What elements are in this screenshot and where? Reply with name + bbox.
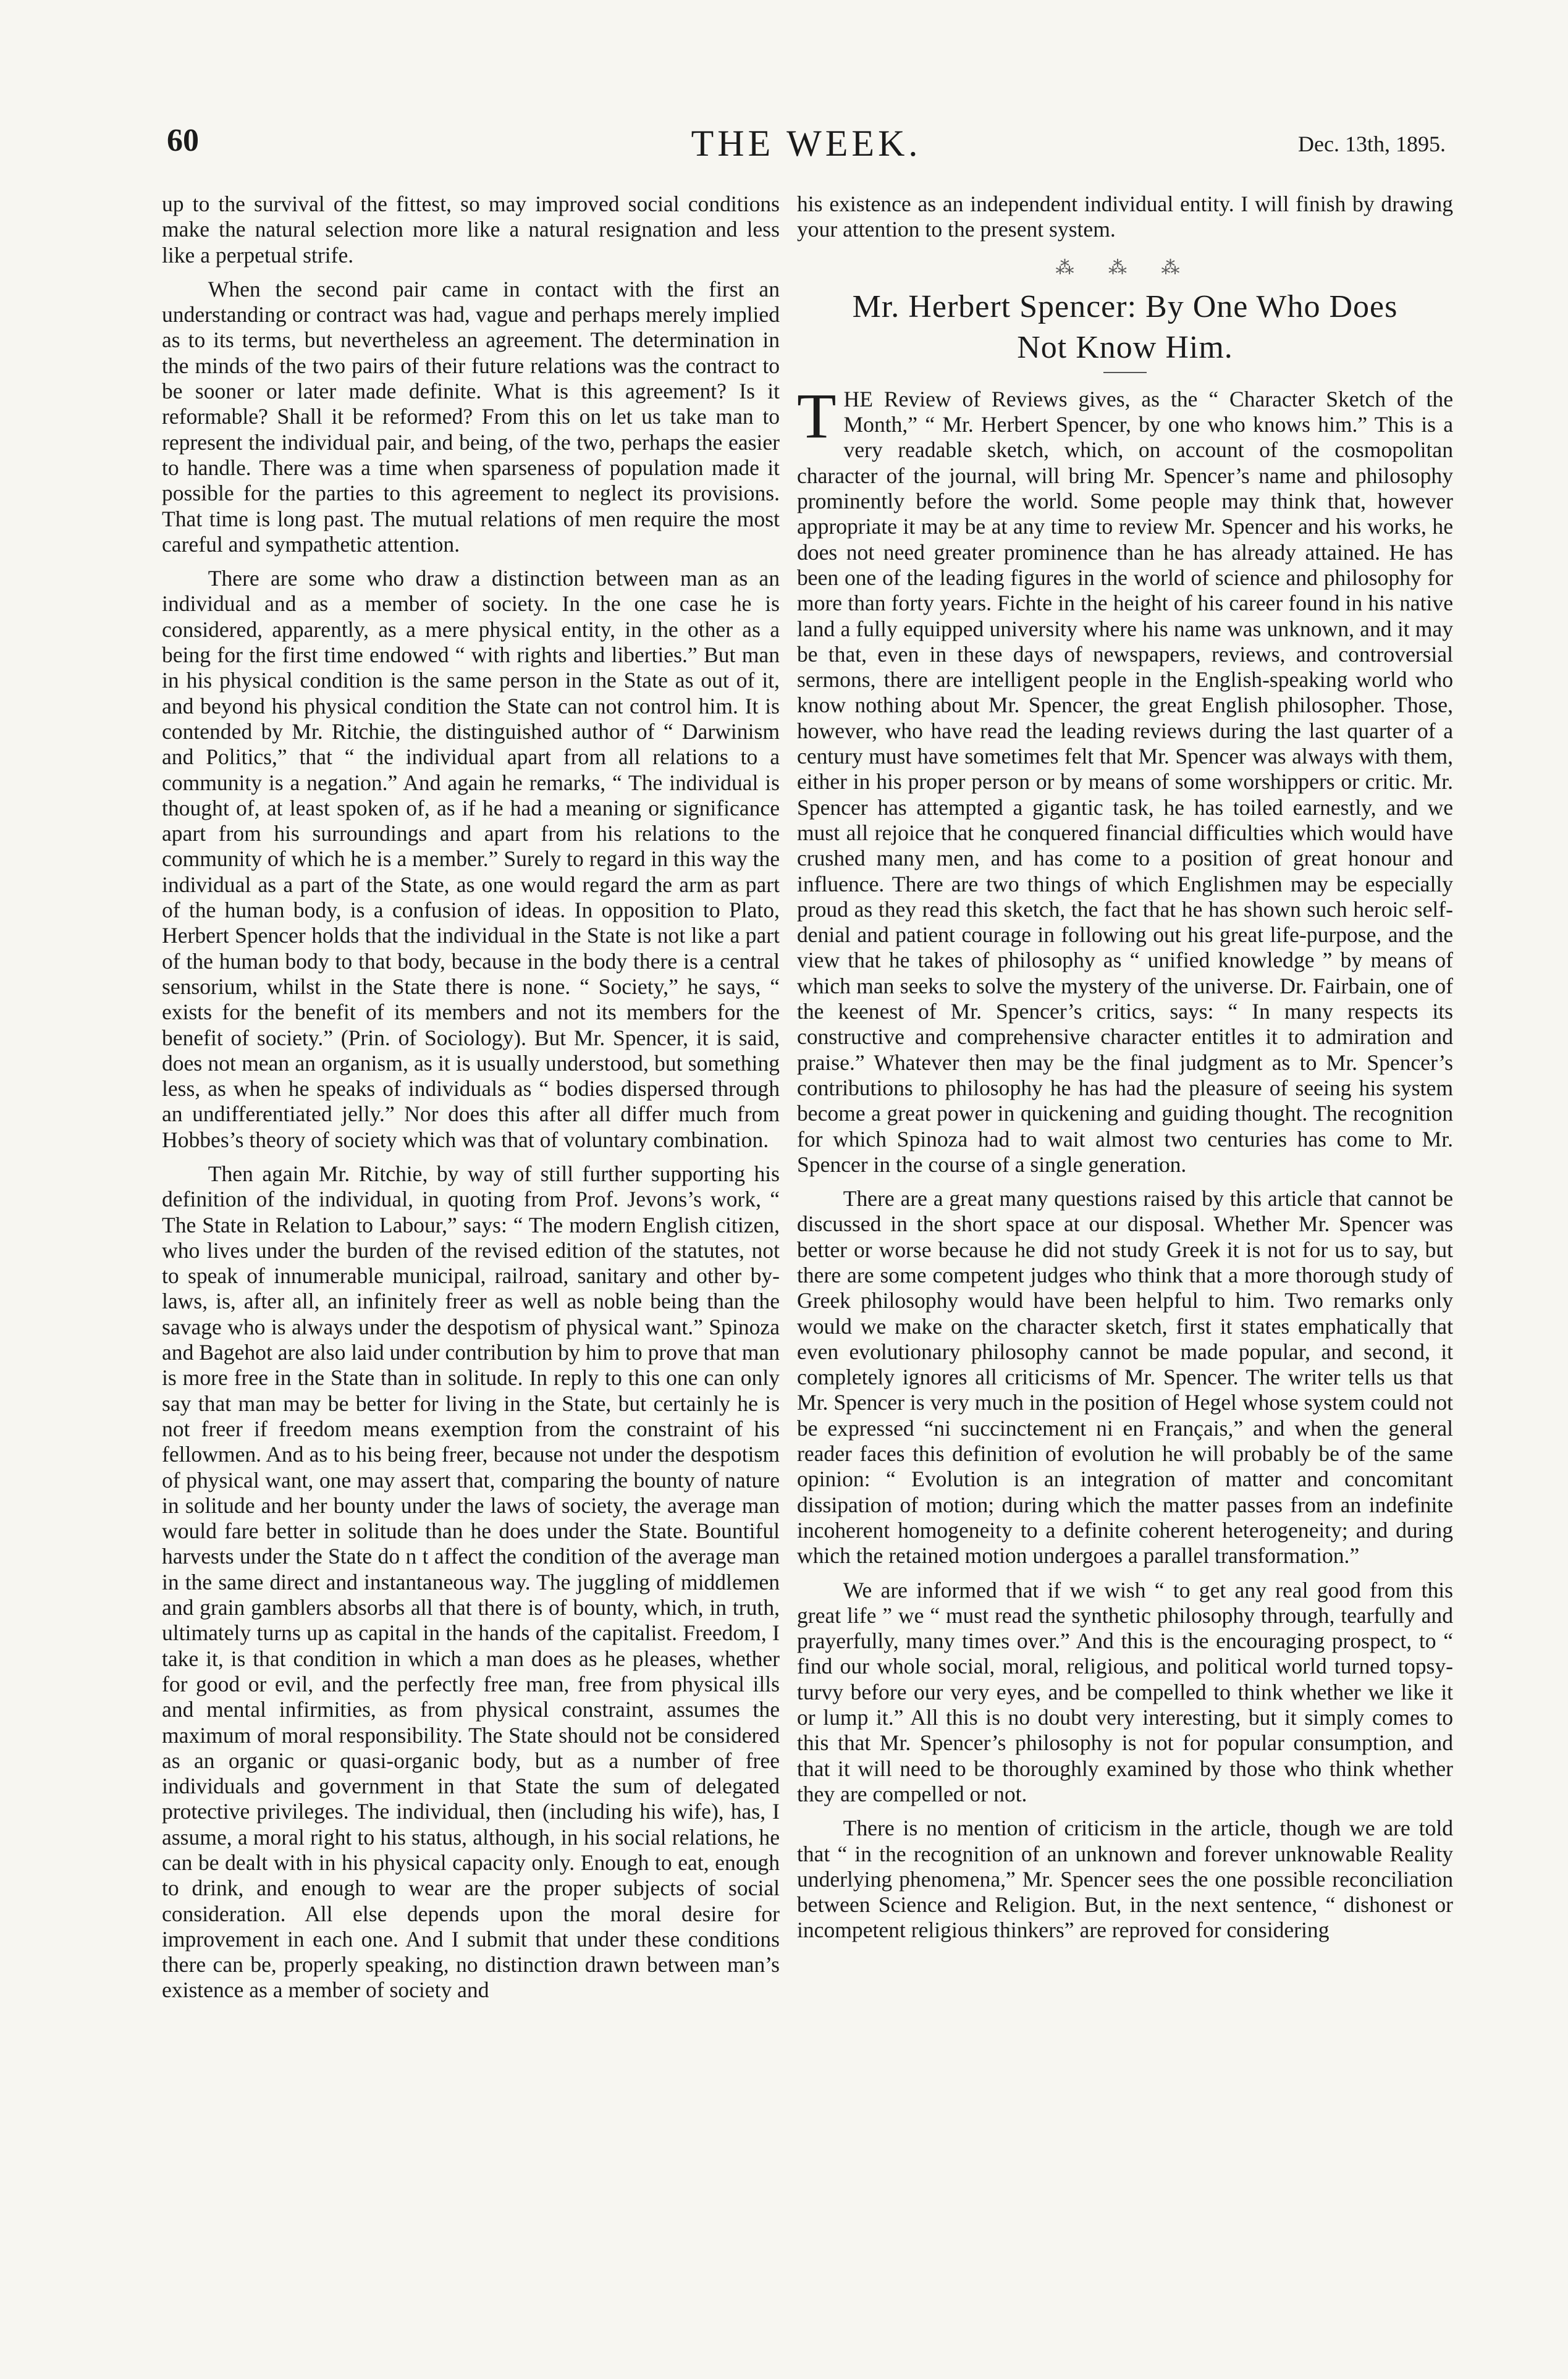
title-rule xyxy=(1103,372,1147,373)
paragraph-continued: his existence as an independent individual entity. I will finish by drawing your attention to the present system. xyxy=(797,192,1453,242)
paragraph-continued: up to the survival of the fittest, so may improved social conditions make the natural selection more like a natural resignation and less like a perpetual strife. xyxy=(162,192,780,267)
page-header xyxy=(167,122,1446,166)
paragraph: There are some who draw a distinction between man as an individual and as a member of society. In the one case he is considered, apparently, as a mere physical entity, in the other as a being for the first time endowed “ with rights and liberties.” But man in his physical condition is the same person in the State as out of it, and beyond his physical condition the State can not control him. It is contended by Mr. Ritchie, the distinguished author of “ Darwinism and Politics,” that “ the individual apart from all relations to a community is a negation.” And again he remarks, “ The individual is thought of, at least spoken of, as if he had a meaning or significance apart from his surroundings and apart from his relations to the community of which he is a member.” Surely to regard in this way the individual as a part of the State, as one would regard the arm as part of the human body, is a confusion of ideas. In opposition to Plato, Herbert Spencer holds that the individual in the State is not like a part of the human body to that body, because in the body there is a central sensorium, whilst in the State there is none. “ Society,” he says, “ exists for the benefit of its members and not its members for the benefit of society.” (Prin. of Sociology). But Mr. Spencer, it is said, does not mean an organism, as it is usually understood, but something less, as when he speaks of individuals as “ bodies dispersed through an undifferentiated jelly.” Nor does this after all differ much from Hobbes’s theory of society which was that of voluntary combination. xyxy=(162,566,780,1152)
publication-title: THE WEEK. xyxy=(691,123,922,164)
issue-date: Dec. 13th, 1895. xyxy=(1298,132,1446,156)
article-title-line1: Mr. Herbert Spencer: By One Who Does xyxy=(852,288,1398,324)
page-number: 60 xyxy=(167,123,199,158)
paragraph: Then again Mr. Ritchie, by way of still further supporting his definition of the individual, in quoting from Prof. Jevons’s work, “ The State in Relation to Labour,” says: “ The modern English citizen, who lives under the burden of the revised edition of the statutes, not to speak of innumerable municipal, railroad, sanitary and other by-laws, is, after all, an infinitely freer as well as noble being than the savage who is always under the despotism of physical want.” Spinoza and Bagehot are also laid under contribution by him to prove that man is more free in the State than in solitude. In reply to this one can only say that man may be better for living in the State, but certainly he is not freer if freedom means exemption from the constraint of his fellowmen. And as to his being freer, because not under the despotism of physical want, one may assert that, comparing the bounty of nature in solitude and her bounty under the laws of society, the average man would fare better in solitude than he does under the State. Bountiful harvests under the State do n t affect the condition of the average man in the same direct and instantaneous way. The juggling of middlemen and grain gamblers absorbs all that there is of bounty, which, in truth, ultimately turns up as capital in the hands of the capitalist. Freedom, I take it, is that condition in which a man does as he pleases, whether for good or evil, and the perfectly free man, free from physical ills and mental infirmities, as from physical constraint, assumes the maximum of moral responsibility. The State should not be considered as an organic or quasi-organic body, but as a number of free individuals and government in that State the sum of delegated protective privileges. The individual, then (including his wife), has, I assume, a moral right to his status, although, in his social relations, he can be dealt with in his physical capacity only. Enough to eat, enough to drink, and enough to wear are the proper subjects of social consideration. All else depends upon the moral desire for improvement in each one. And I submit that under these conditions there can be, properly speaking, no distinction drawn between man’s existence as a member of society and xyxy=(162,1161,780,2003)
article-paragraph: We are informed that if we wish “ to get any real good from this great life ” we “ must read the synthetic philosophy through, tearfully and prayerfully, many times over.” And this is the encouraging prospect, to “ find our whole social, moral, religious, and political world turned topsy-turvy before our very eyes, and be compelled to think whether we like it or lump it.” All this is no doubt very interesting, but it simply comes to this that Mr. Spencer’s philosophy is not for popular consumption, and that it will need to be thoroughly examined by those who think whether they are compelled or not. xyxy=(797,1577,1453,1806)
article-title-line2: Not Know Him. xyxy=(1017,329,1233,365)
article-paragraph: There are a great many questions raised by this article that cannot be discussed in the short space at our disposal. Whether Mr. Spencer was better or worse because he did not study Greek it is not for us to say, but there are some competent judges who think that a more thorough study of Greek philosophy would have been helpful to him. Two remarks only would we make on the character sketch, first it states emphatically that even evolutionary philosophy cannot be made popular, and second, it completely ignores all criticisms of Mr. Spencer. The writer tells us that Mr. Spencer is very much in the position of Hegel whose system could not be expressed “ni succinctement ni en Français,” and when the general reader faces this definition of evolution he will probably be of the same opinion: “ Evolution is an integration of matter and concomitant dissipation of motion; during which the matter passes from an indefinite incoherent homogeneity to a definite coherent heterogeneity; and during which the retained motion undergoes a parallel transformation.” xyxy=(797,1186,1453,1568)
article-paragraph: There is no mention of criticism in the article, though we are told that “ in the recognition of an unknown and forever unknowable Reality underlying phenomena,” Mr. Spencer sees the one possible reconciliation between Science and Religion. But, in the next sentence, “ dishonest or incompetent religious thinkers” are reproved for considering xyxy=(797,1816,1453,1943)
article-paragraph: THE Review of Reviews gives, as the “ Character Sketch of the Month,” “ Mr. Herbert Spencer, by one who knows him.” This is a very readable sketch, which, on account of the cosmopolitan character of the journal, will bring Mr. Spencer’s name and philosophy prominently before the world. Some people may think that, however appropriate it may be at any time to review Mr. Spencer and his works, he does not need greater prominence than he has already attained. He has been one of the leading figures in the world of science and philosophy for more than forty years. Fichte in the height of his career found in his native land a fully equipped university where his name was unknown, and it may be that, even in these days of newspapers, reviews, and controversial sermons, there are intelligent people in the English-speaking world who know nothing about Mr. Spencer, the great English philosopher. Those, however, who have read the leading reviews during the last quarter of a century must have sometimes felt that Mr. Spencer was always with them, either in his proper person or by means of some worshippers or critic. Mr. Spencer has attempted a gigantic task, he has toiled earnestly, and we must all rejoice that he conquered financial difficulties which would have crushed many men, and has come to a position of great honour and influence. There are two things of which Englishmen may be especially proud as they read this sketch, the fact that he has shown such heroic self-denial and patient courage in following out his great life-purpose, and the view that he takes of philosophy as “ unified knowledge ” by means of which man seeks to solve the mystery of the universe. Dr. Fairbain, one of the keenest of Mr. Spencer’s critics, says: “ In many respects its constructive and comprehensive character entitles it to admiration and praise.” Whatever then may be the final judgment as to Mr. Spencer’s contributions to philosophy he has had the pleasure of seeing his system become a great power in quickening and guiding thought. The recognition for which Spinoza had to wait almost two centuries has come to Mr. Spencer in the course of a single generation. xyxy=(797,380,1453,1177)
right-column xyxy=(797,192,1453,1952)
section-ornament: ⁂ ⁂ ⁂ xyxy=(1055,257,1195,278)
left-column xyxy=(162,192,780,2012)
paragraph: When the second pair came in contact with the first an understanding or contract was had, vague and perhaps merely implied as to its terms, but nevertheless an agreement. The determination in the minds of the two pairs of their future relations was the contract to be sooner or later made definite. What is this agreement? Is it reformable? Shall it be reformed? From this on let us take man to represent the individual pair, and being, of the two, perhaps the easier to handle. There was a time when sparseness of population made it possible for the parties to this agreement to neglect its provisions. That time is long past. The mutual relations of men require the most careful and sympathetic attention. xyxy=(162,276,780,557)
article-title xyxy=(797,287,1453,368)
